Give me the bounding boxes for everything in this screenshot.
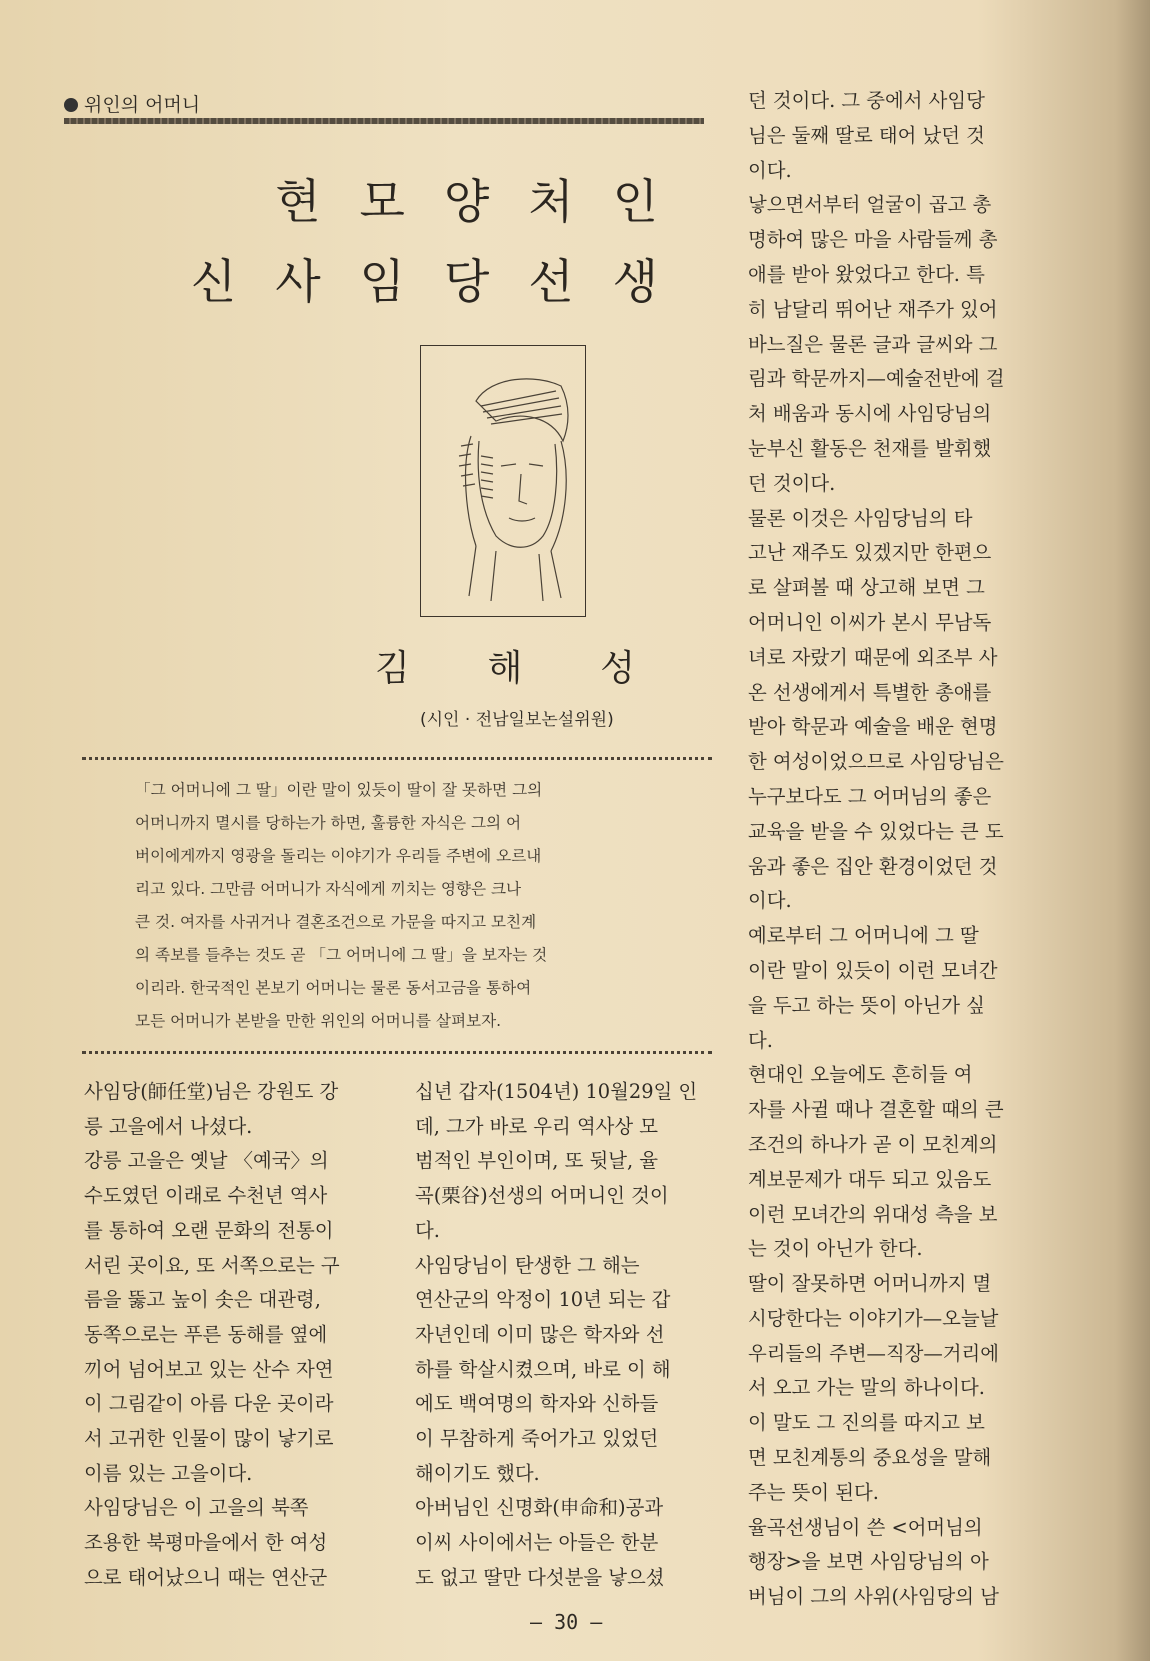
- text-line: 움과 좋은 집안 환경이었던 것: [748, 854, 998, 878]
- text-line: 강릉 고을은 옛날 〈예국〉의: [84, 1149, 329, 1173]
- text-line: 누구보다도 그 어머님의 좋은: [748, 784, 992, 808]
- text-line: 범적인 부인이며, 또 뒷날, 율: [415, 1149, 659, 1173]
- text-line: 로 살펴볼 때 상고해 보면 그: [748, 576, 985, 600]
- text-line: 이런 모녀간의 위대성 측을 보: [748, 1202, 998, 1226]
- text-line: 녀로 자랐기 때문에 외조부 사: [748, 645, 998, 669]
- text-line: 바느질은 물론 글과 글씨와 그: [748, 332, 998, 356]
- text-line: 서 오고 가는 말의 하나이다.: [748, 1376, 985, 1400]
- text-line: 주는 뜻이 된다.: [748, 1480, 879, 1504]
- text-line: 시당한다는 이야기가—오늘날: [748, 1306, 999, 1330]
- text-line: 낳으면서부터 얼굴이 곱고 총: [748, 193, 992, 217]
- author-affiliation: (시인 · 전남일보논설위원): [420, 710, 614, 730]
- dotted-divider: [82, 1051, 712, 1054]
- text-line: 릉 고을에서 나셨다.: [84, 1114, 253, 1138]
- text-line: 이다.: [748, 889, 792, 913]
- text-line: 히 남달리 뛰어난 재주가 있어: [748, 297, 998, 321]
- page-number: — 30 —: [530, 1610, 603, 1634]
- text-line: 름을 뚫고 높이 솟은 대관령,: [84, 1288, 321, 1312]
- text-line: 하를 학살시켰으며, 바로 이 해: [415, 1357, 671, 1381]
- text-line: 으로 태어났으니 때는 연산군: [84, 1565, 328, 1589]
- author-char: 성: [600, 648, 635, 689]
- text-line: 이 말도 그 진의를 따지고 보: [748, 1411, 985, 1435]
- text-line: 행장>을 보면 사임당님의 아: [748, 1550, 989, 1574]
- text-line: 받아 학문과 예술을 배운 현명: [748, 715, 998, 739]
- text-line: 우리들의 주변—직장—거리에: [748, 1341, 999, 1365]
- dotted-divider: [82, 757, 712, 760]
- text-line: 이름 있는 고을이다.: [84, 1461, 253, 1485]
- lead-line: 큰 것. 여자를 사귀거나 결혼조건으로 가문을 따지고 모친계: [135, 913, 537, 931]
- text-line: 교육을 받을 수 있었다는 큰 도: [748, 819, 1004, 843]
- author-char: 해: [487, 648, 523, 689]
- lead-line: 의 족보를 들추는 것도 곧 「그 어머니에 그 딸」을 보자는 것: [135, 946, 548, 964]
- text-line: 현대인 오늘에도 흔히들 여: [748, 1063, 973, 1087]
- text-line: 조건의 하나가 곧 이 모친계의: [748, 1132, 998, 1156]
- text-line: 다.: [415, 1218, 440, 1242]
- text-line: 조용한 북평마을에서 한 여성: [84, 1531, 328, 1555]
- text-line: 님은 둘째 딸로 태어 났던 것: [748, 123, 985, 147]
- text-line: 면 모친계통의 중요성을 말해: [748, 1446, 992, 1470]
- text-line: 사임당님은 이 고을의 북쪽: [84, 1496, 309, 1520]
- text-line: 을 두고 하는 뜻이 아닌가 싶: [748, 993, 985, 1017]
- lead-line: 어머니까지 멸시를 당하는가 하면, 훌륭한 자식은 그의 어: [135, 814, 522, 832]
- text-line: 수도였던 이래로 수천년 역사: [84, 1184, 328, 1208]
- text-line: 에도 백여명의 학자와 신하들: [415, 1392, 659, 1416]
- text-line: 사임당(師任堂)님은 강원도 강: [84, 1080, 339, 1103]
- text-line: 눈부신 활동은 천재를 발휘했: [748, 436, 992, 460]
- article-title-line1: 현 모 양 처 인: [275, 175, 670, 230]
- portrait-illustration: [420, 345, 586, 617]
- author-name: [375, 640, 635, 691]
- text-line: 명하여 많은 마을 사람들께 총: [748, 228, 998, 252]
- text-line: 데, 그가 바로 우리 역사상 모: [415, 1114, 659, 1138]
- text-line: 이씨 사이에서는 아들은 한분: [415, 1531, 659, 1555]
- series-title: 위인의 어머니: [84, 94, 201, 116]
- text-line: 는 것이 아닌가 한다.: [748, 1237, 923, 1261]
- text-line: 연산군의 악정이 10년 되는 갑: [415, 1288, 671, 1312]
- text-line: 서린 곳이요, 또 서쪽으로는 구: [84, 1253, 340, 1277]
- text-line: 계보문제가 대두 되고 있음도: [748, 1167, 992, 1191]
- text-line: 아버님인 신명화(申命和)공과: [415, 1496, 664, 1520]
- body-column-3: [748, 84, 1005, 1615]
- text-line: 딸이 잘못하면 어머니까지 멸: [748, 1272, 992, 1296]
- text-line: 이란 말이 있듯이 이런 모녀간: [748, 958, 998, 982]
- text-line: 곡(栗谷)선생의 어머니인 것이: [415, 1184, 669, 1208]
- lead-line: 모든 어머니가 본받을 만한 위인의 어머니를 살펴보자.: [135, 1012, 502, 1030]
- text-line: 처 배움과 동시에 사임당님의: [748, 402, 992, 426]
- text-line: 한 여성이었으므로 사임당님은: [748, 750, 1004, 774]
- lead-line: 리고 있다. 그만큼 어머니가 자식에게 끼치는 영향은 크나: [135, 880, 522, 898]
- text-line: 도 없고 딸만 다섯분을 낳으셨: [415, 1565, 665, 1589]
- text-line: 사임당님이 탄생한 그 해는: [415, 1253, 640, 1277]
- lead-line: 이리라. 한국적인 본보기 어머니는 물론 동서고금을 통하여: [135, 979, 532, 997]
- text-line: 끼어 넘어보고 있는 산수 자연: [84, 1357, 334, 1381]
- article-title-line2: 신 사 임 당 선 생: [190, 255, 670, 310]
- lead-paragraph: [135, 774, 655, 1038]
- text-line: 버님이 그의 사위(사임당의 남: [748, 1585, 999, 1609]
- lead-line: 버이에게까지 영광을 돌리는 이야기가 우리들 주변에 오르내: [135, 847, 542, 865]
- text-line: 고난 재주도 있겠지만 한편으: [748, 541, 992, 565]
- series-header: [64, 90, 200, 117]
- text-line: 물론 이것은 사임당님의 타: [748, 506, 973, 530]
- text-line: 이 그림같이 아름 다운 곳이라: [84, 1392, 334, 1416]
- text-line: 를 통하여 오랜 문화의 전통이: [84, 1218, 334, 1242]
- text-line: 이 무참하게 죽어가고 있었던: [415, 1427, 659, 1451]
- text-line: 자를 사귈 때나 결혼할 때의 큰: [748, 1098, 1004, 1122]
- text-line: 온 선생에게서 특별한 총애를: [748, 680, 992, 704]
- text-line: 던 것이다. 그 중에서 사임당: [748, 89, 985, 112]
- text-line: 율곡선생님이 쓴 <어머님의: [748, 1515, 983, 1539]
- bullet-icon: [64, 98, 78, 112]
- text-line: 예로부터 그 어머니에 그 딸: [748, 924, 979, 948]
- text-line: 애를 받아 왔었다고 한다. 특: [748, 262, 985, 286]
- lead-line: 「그 어머니에 그 딸」이란 말이 있듯이 딸이 잘 못하면 그의: [135, 781, 543, 799]
- text-line: 림과 학문까지—예술전반에 걸: [748, 367, 1005, 391]
- text-line: 십년 갑자(1504년) 10월29일 인: [415, 1080, 698, 1103]
- header-rule: [64, 118, 704, 124]
- text-line: 동쪽으로는 푸른 동해를 옆에: [84, 1322, 328, 1346]
- body-column-2: [415, 1075, 697, 1596]
- text-line: 던 것이다.: [748, 471, 836, 495]
- text-line: 자년인데 이미 많은 학자와 선: [415, 1322, 665, 1346]
- text-line: 어머니인 이씨가 본시 무남독: [748, 610, 992, 634]
- text-line: 다.: [748, 1028, 773, 1052]
- portrait-sketch-icon: [421, 346, 585, 616]
- text-line: 이다.: [748, 158, 792, 182]
- author-char: 김: [375, 648, 410, 689]
- body-column-1: [84, 1075, 340, 1596]
- text-line: 서 고귀한 인물이 많이 낳기로: [84, 1427, 334, 1451]
- text-line: 해이기도 했다.: [415, 1461, 540, 1485]
